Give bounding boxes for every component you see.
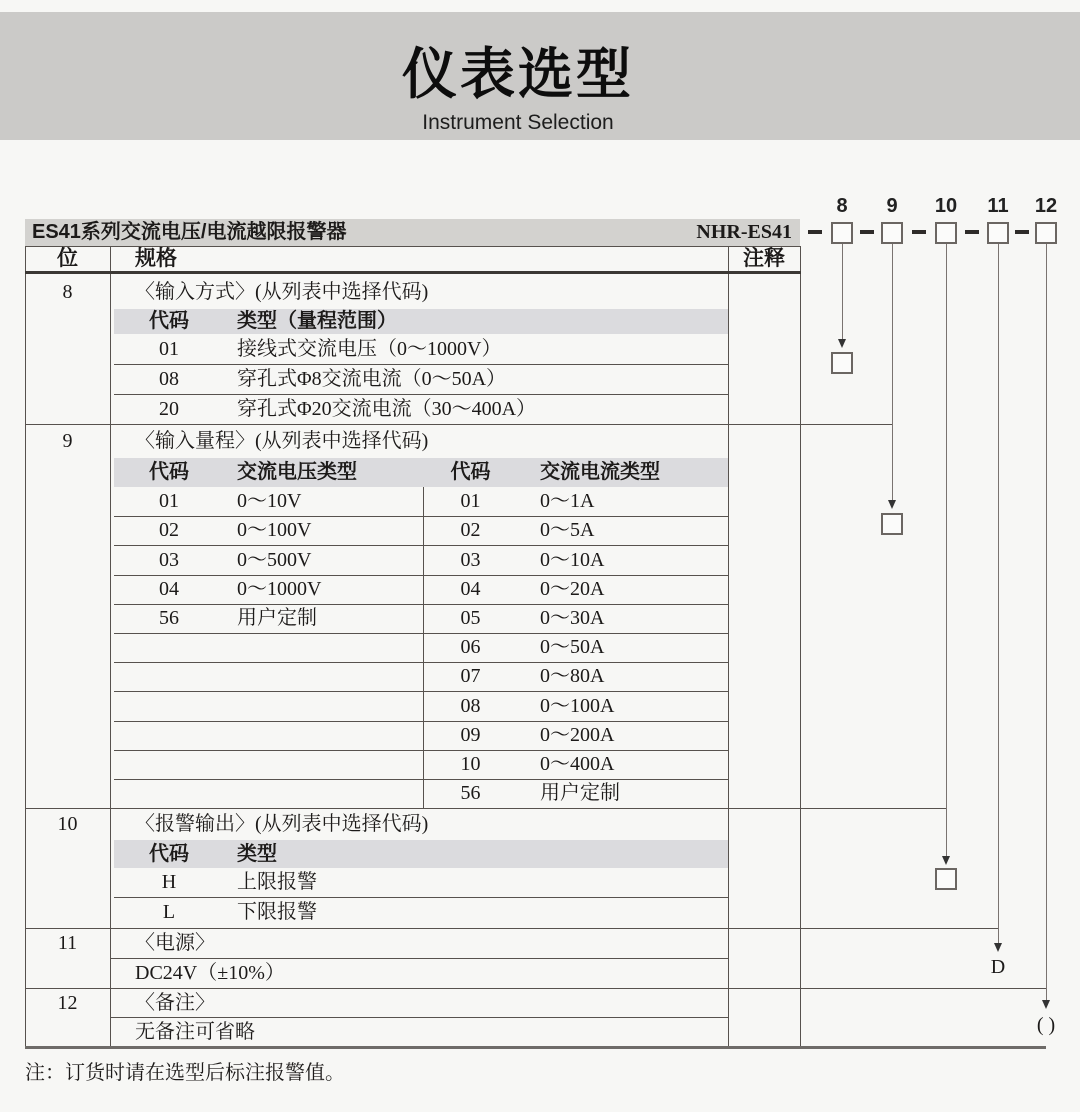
s9-cell: 56 [460, 782, 481, 804]
s8-row-type: 穿孔式Φ8交流电流（0～50A） [237, 368, 507, 390]
leader-line-10 [946, 244, 947, 857]
leader-line-12 [1046, 244, 1047, 1001]
pos-8: 8 [62, 281, 73, 303]
s9-cell: 0～50A [540, 636, 605, 658]
leader-line-9 [892, 244, 893, 501]
s8-row-type: 接线式交流电压（0～1000V） [237, 338, 502, 360]
s9-cell: 0～400A [540, 753, 615, 775]
s8-row-code: 01 [159, 338, 179, 360]
s9-cell: 56 [159, 607, 179, 629]
col-header-spec: 规格 [135, 247, 177, 270]
s12-label: 〈备注〉 [135, 992, 215, 1014]
s9-cell: 01 [460, 490, 481, 512]
s9-cell: 06 [460, 636, 481, 658]
s9-cell: 0～100A [540, 695, 615, 717]
s9-cell: 用户定制 [237, 607, 317, 629]
digit-8: 8 [836, 195, 848, 217]
pos-12: 12 [57, 992, 78, 1014]
s9-cell: 0～1A [540, 490, 595, 512]
code-dash [912, 230, 926, 234]
s9-cell: 08 [460, 695, 481, 717]
code-value-11: D [990, 956, 1006, 978]
code-dash [1015, 230, 1029, 234]
leader-line-11 [998, 244, 999, 944]
s9-cell: 0～10A [540, 549, 605, 571]
s9-cell: 07 [460, 665, 481, 687]
arrow-down-icon [994, 943, 1002, 952]
s8-label: 〈输入方式〉(从列表中选择代码) [135, 281, 429, 303]
s9-hdr-code2: 代码 [450, 461, 491, 483]
s8-hdr-code: 代码 [149, 310, 189, 332]
table-line [114, 691, 728, 692]
code-box-8 [831, 222, 853, 244]
s9-cell: 01 [159, 490, 179, 512]
code-box-9 [881, 222, 903, 244]
page-banner [0, 12, 1080, 140]
s8-row-type: 穿孔式Φ20交流电流（30～400A） [237, 398, 537, 420]
page-title: 仪表选型 [401, 43, 634, 105]
s9-cell: 0～1000V [237, 578, 322, 600]
s8-row-code: 20 [159, 398, 179, 420]
s10-row-code: H [161, 871, 177, 893]
s11-value: DC24V（±10%） [135, 962, 285, 984]
s9-cell: 10 [460, 753, 481, 775]
s9-cell: 02 [159, 519, 179, 541]
target-box-10 [935, 868, 957, 890]
product-model: NHR-ES41 [696, 221, 792, 243]
s9-hdr-type2: 交流电流类型 [540, 461, 660, 483]
pos-9: 9 [62, 430, 73, 452]
code-dash [860, 230, 874, 234]
table-line [114, 633, 728, 634]
digit-11: 11 [987, 195, 1009, 217]
s10-row-type: 上限报警 [237, 871, 317, 893]
product-name: ES41系列交流电压/电流越限报警器 [32, 221, 347, 243]
s10-hdr-type: 类型 [237, 843, 277, 865]
arrow-down-icon [1042, 1000, 1050, 1009]
digit-12: 12 [1034, 195, 1058, 217]
footnote: 注：订货时请在选型后标注报警值。 [25, 1062, 345, 1084]
col-header-pos: 位 [57, 247, 78, 270]
s9-label: 〈输入量程〉(从列表中选择代码) [135, 430, 429, 452]
code-box-12 [1035, 222, 1057, 244]
s8-row-code: 08 [159, 368, 179, 390]
s9-hdr-code1: 代码 [149, 461, 189, 483]
s9-cell: 0～20A [540, 578, 605, 600]
leader-line-8 [842, 244, 843, 340]
s9-cell: 0～80A [540, 665, 605, 687]
page-subtitle: Instrument Selection [422, 111, 614, 134]
s9-cell: 02 [460, 519, 481, 541]
s9-cell: 0～5A [540, 519, 595, 541]
code-dash [808, 230, 822, 234]
table-line [114, 779, 728, 780]
s9-cell: 0～30A [540, 607, 605, 629]
s9-cell: 0～500V [237, 549, 312, 571]
s9-cell: 03 [159, 549, 179, 571]
pos-10: 10 [57, 813, 78, 835]
s9-cell: 0～200A [540, 724, 615, 746]
s9-cell: 04 [159, 578, 179, 600]
s9-cell: 03 [460, 549, 481, 571]
s11-label: 〈电源〉 [135, 932, 215, 954]
s9-cell: 0～10V [237, 490, 302, 512]
arrow-down-icon [838, 339, 846, 348]
s9-cell: 09 [460, 724, 481, 746]
col-header-note: 注释 [743, 247, 785, 270]
s10-row-type: 下限报警 [237, 901, 317, 923]
target-box-8 [831, 352, 853, 374]
s10-label: 〈报警输出〉(从列表中选择代码) [135, 813, 429, 835]
code-box-10 [935, 222, 957, 244]
arrow-down-icon [888, 500, 896, 509]
table-line [114, 750, 728, 751]
s9-cell: 04 [460, 578, 481, 600]
s8-hdr-type: 类型（量程范围） [237, 310, 397, 332]
s9-cell: 用户定制 [540, 782, 620, 804]
table-line [114, 662, 728, 663]
arrow-down-icon [942, 856, 950, 865]
s10-hdr-code: 代码 [149, 843, 189, 865]
code-value-12: ( ) [1036, 1014, 1056, 1036]
s9-cell: 0～100V [237, 519, 312, 541]
s9-hdr-type1: 交流电压类型 [237, 461, 357, 483]
code-box-11 [987, 222, 1009, 244]
pos-11: 11 [57, 932, 78, 954]
s9-cell: 05 [460, 607, 481, 629]
s10-row-code: L [162, 901, 176, 923]
digit-10: 10 [934, 195, 958, 217]
code-dash [965, 230, 979, 234]
target-box-9 [881, 513, 903, 535]
s12-value: 无备注可省略 [135, 1021, 255, 1043]
table-line [114, 721, 728, 722]
digit-9: 9 [886, 195, 898, 217]
